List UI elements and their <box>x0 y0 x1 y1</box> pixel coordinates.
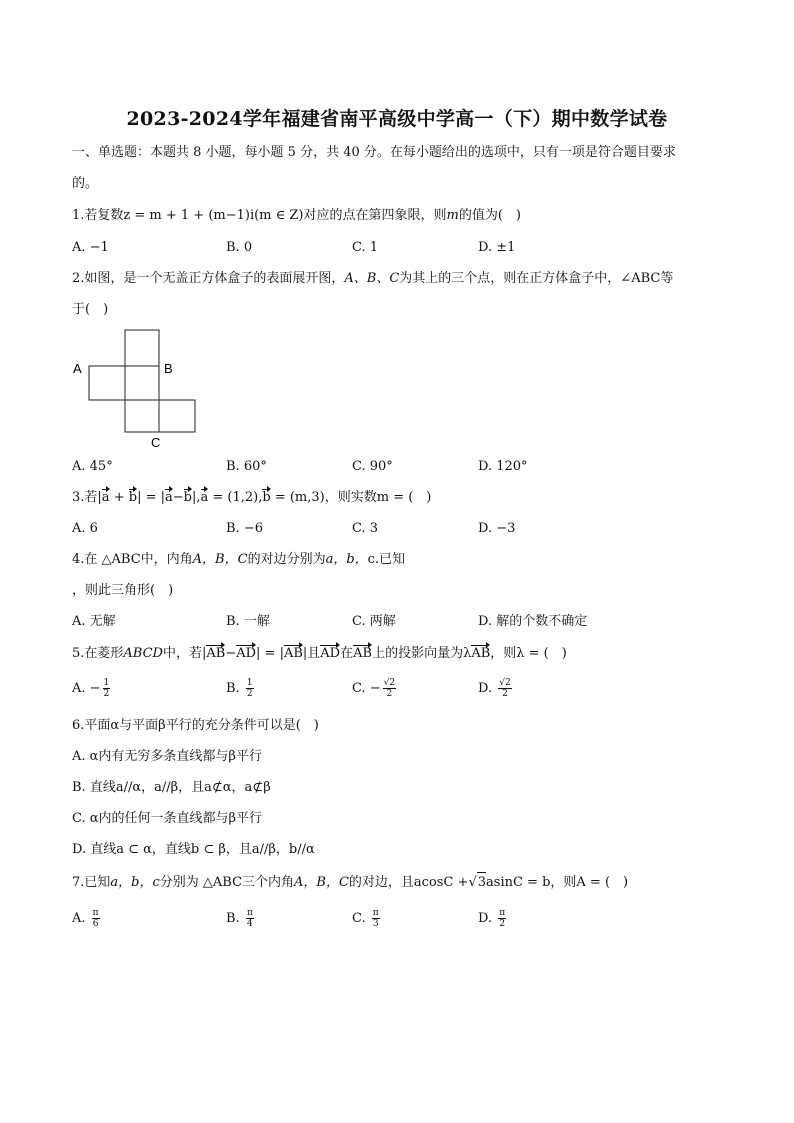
question-2-stem-line1: 2.如图，是一个无盖正方体盒子的表面展开图，A、B、C为其上的三个点，则在正方体盒子中，∠ABC等 <box>72 271 674 286</box>
section-heading-line1: 一、单选题：本题共 8 小题，每小题 5 分，共 40 分。在每小题给出的选项中，只有一项是符合题目要求 <box>72 145 676 160</box>
q7-option-b: B. $\frac{\pi}{4}$ <box>226 908 253 929</box>
q6-option-b: B. 直线a//α，a//β，且a⊄α，a⊄β <box>72 780 271 795</box>
page-title: 2023-2024学年福建省南平高级中学高一（下）期中数学试卷 <box>126 108 668 130</box>
q1-option-c: C. 1 <box>352 240 379 255</box>
fraction: $\frac{1}{2}$ <box>246 678 253 699</box>
q6-option-d: D. 直线a ⊂ α，直线b ⊂ β，且a//β，b//α <box>72 842 315 857</box>
net-face-bottom <box>125 400 159 432</box>
q4-option-d: D. 解的个数不确定 <box>478 614 588 629</box>
fraction: $\frac{\pi}{2}$ <box>499 908 506 929</box>
question-5-stem: 5.在菱形ABCD中，若|AB−AD| = |AB|且AD在AB上的投影向量为λAB，则λ = ( ) <box>72 644 567 664</box>
question-4-stem-line2: ，则此三角形( ) <box>72 583 174 598</box>
q2-option-b: B. 60° <box>226 459 267 474</box>
q1-option-b: B. 0 <box>226 240 253 255</box>
question-2-stem-line2: 于( ) <box>72 302 109 317</box>
net-face-top <box>125 330 159 366</box>
q5-option-a: A. − $\frac{1}{2}$ <box>72 678 110 699</box>
cube-net-figure <box>70 326 210 450</box>
net-label-c: C <box>151 435 161 450</box>
q6-option-a: A. α内有无穷多条直线都与β平行 <box>72 749 262 764</box>
fraction: $\frac{\pi}{4}$ <box>246 908 253 929</box>
q2-option-d: D. 120° <box>478 459 528 474</box>
fraction: $\frac{1}{2}$ <box>103 678 110 699</box>
q1-option-d: D. ±1 <box>478 240 516 255</box>
q7-option-a: A. $\frac{\pi}{6}$ <box>72 908 99 929</box>
question-3-stem: 3.若|a + b| = |a−b|,a = (1,2),b = (m,3)，则实数m = ( ) <box>72 488 431 508</box>
fraction: $\frac{\pi}{6}$ <box>92 908 99 929</box>
q5-option-d: D. $\frac{√2}{2}$ <box>478 678 511 699</box>
q3-option-b: B. −6 <box>226 521 263 536</box>
question-4-stem: 4.在 △ABC中，内角A，B，C的对边分别为a，b，c.已知 <box>72 552 406 567</box>
q6-option-c: C. α内的任何一条直线都与β平行 <box>72 811 263 826</box>
q7-option-c: C. $\frac{\pi}{3}$ <box>352 908 379 929</box>
question-7-stem: 7.已知a，b，c分别为 △ABC三个内角A，B，C的对边，且acosC +√3asinC = b，则A = ( ) <box>72 872 628 893</box>
question-6-stem: 6.平面α与平面β平行的充分条件可以是( ) <box>72 718 319 733</box>
q5-option-b: B. $\frac{1}{2}$ <box>226 678 253 699</box>
net-face-center <box>125 366 159 400</box>
q4-option-a: A. 无解 <box>72 614 116 629</box>
fraction: $\frac{\pi}{3}$ <box>372 908 379 929</box>
net-face-left <box>89 366 125 400</box>
q5-option-c: C. − $\frac{√2}{2}$ <box>352 678 396 699</box>
question-1-stem: 1.若复数z = m + 1 + (m−1)i(m ∈ Z)对应的点在第四象限，则m的值为( ) <box>72 208 521 223</box>
q3-option-a: A. 6 <box>72 521 98 536</box>
q3-option-d: D. −3 <box>478 521 516 536</box>
q2-option-c: C. 90° <box>352 459 393 474</box>
q4-option-b: B. 一解 <box>226 614 270 629</box>
net-label-a: A <box>73 361 82 376</box>
q3-option-c: C. 3 <box>352 521 379 536</box>
section-heading-line2: 的。 <box>72 176 99 191</box>
fraction: $\frac{√2}{2}$ <box>499 678 511 699</box>
q7-option-d: D. $\frac{\pi}{2}$ <box>478 908 506 929</box>
net-label-b: B <box>164 361 173 376</box>
q2-option-a: A. 45° <box>72 459 113 474</box>
net-face-right <box>159 400 195 432</box>
q1-option-a: A. −1 <box>72 240 109 255</box>
fraction: $\frac{√2}{2}$ <box>383 678 396 699</box>
q4-option-c: C. 两解 <box>352 614 396 629</box>
